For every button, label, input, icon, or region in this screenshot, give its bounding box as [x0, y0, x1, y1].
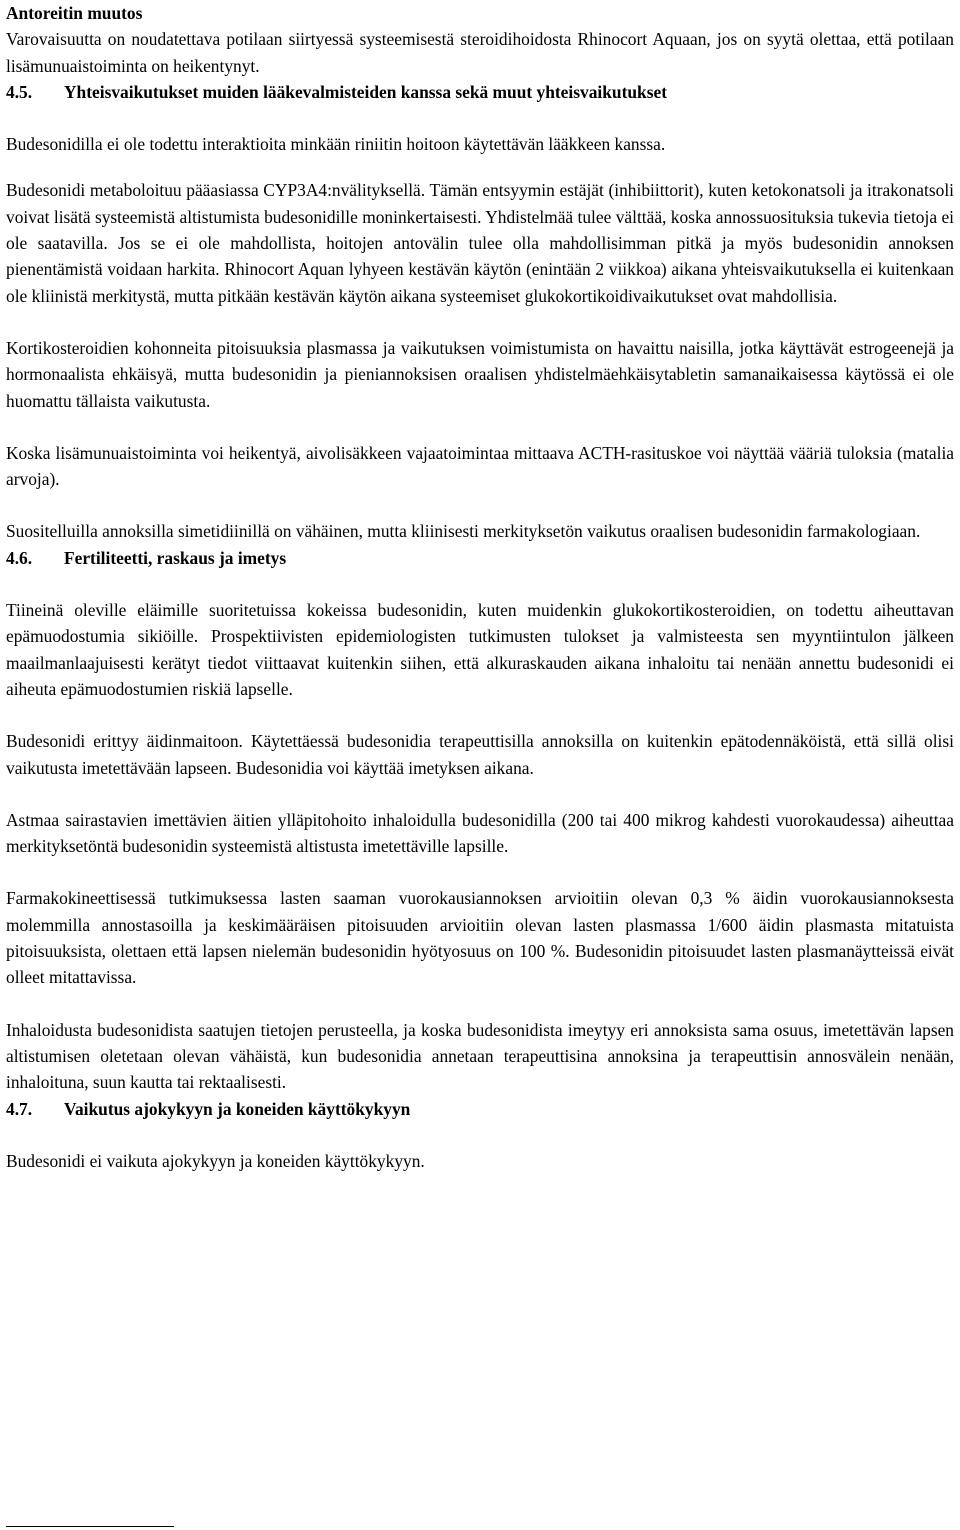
section-title: Vaikutus ajokykyyn ja koneiden käyttökykyyn [64, 1098, 411, 1119]
document-page [6, 0, 954, 1174]
footer-divider [6, 1526, 174, 1527]
paragraph: Inhaloidusta budesonidista saatujen tietojen perusteella, ja koska budesonidista imeytyy eri annoksista sama osuus, imetettävän lapsen altistumisen oletetaan olevan vähäistä, kun budesonidia annetaan terapeuttisina annoksina ja terapeuttisin annosvälein nenään, inhaloituna, suun kautta tai rektaalisesti. [6, 1019, 954, 1093]
paragraph: Budesonidi erittyy äidinmaitoon. Käytettäessä budesonidia terapeuttisilla annoksilla on kuitenkin epätodennäköistä, että sillä olisi vaikutusta imetettävään lapseen. Budesonidia voi käyttää imetyksen aikana. [6, 731, 954, 778]
section-heading-4-7 [6, 1096, 954, 1122]
paragraph: Tiineinä oleville eläimille suoritetuissa kokeissa budesonidin, kuten muidenkin glukokortikosteroidien, on todettu aiheuttavan epämuodostumia sikiöille. Prospektiivisten epidemiologisten tutkimusten tulokset ja valmisteesta sen myyntiintulon jälkeen maailmanlaajuisesti kerätyt tiedot viittaavat kuitenkin siihen, että alkuraskauden aikana inhaloitu tai nenään annettu budesonidi ei aiheuta epämuodostumien riskiä lapselle. [6, 600, 954, 699]
paragraph: Koska lisämunuaistoiminta voi heikentyä, aivolisäkkeen vajaatoimintaa mittaava ACTH-rasituskoe voi näyttää vääriä tuloksia (matalia arvoja). [6, 442, 954, 490]
section-number: 4.5. [6, 81, 33, 102]
paragraph: Budesonidilla ei ole todettu interaktioita minkään riniitin hoitoon käytettävän lääkkeen kanssa. [6, 134, 666, 155]
section-title: Yhteisvaikutukset muiden lääkevalmisteiden kanssa sekä muut yhteisvaikutukset [64, 81, 667, 102]
section-heading-4-5 [6, 79, 954, 105]
paragraph: Kortikosteroidien kohonneita pitoisuuksia plasmassa ja vaikutuksen voimistumista on havaittu naisilla, jotka käyttävät estrogeenejä ja hormonaalista ehkäisyä, mutta budesonidin ja pieniannoksisen oraalisen yhdistelmäehkäisytabletin samanaikaisessa käytössä ei ole huomattu tällaista vaikutusta. [6, 337, 954, 411]
section-title: Fertiliteetti, raskaus ja imetys [64, 547, 287, 568]
paragraph: Astmaa sairastavien imettävien äitien ylläpitohoito inhaloidulla budesonidilla (200 tai 400 mikrog kahdesti vuorokaudessa) aiheuttaa merkityksetöntä budesonidin systeemistä altistusta imetettäville lapsille. [6, 809, 954, 857]
paragraph: Budesonidi ei vaikuta ajokykyyn ja koneiden käyttökykyyn. [6, 1150, 425, 1171]
paragraph: Suositelluilla annoksilla simetidiinillä on vähäinen, mutta kliinisesti merkityksetön vaikutus oraalisen budesonidin farmakologiaan. [6, 521, 921, 542]
section-number: 4.6. [6, 547, 33, 568]
paragraph: Farmakokineettisessä tutkimuksessa lasten saaman vuorokausiannoksen arvioitiin olevan 0,3 % äidin vuorokausiannoksesta molemmilla annostasoilla ja keskimääräisen pitoisuuden arvioitiin olevan lasten plasmassa 1/600 äidin plasmasta mitatuista pitoisuuksista, olettaen että lapsen nielemän budesonidin hyötyosuus on 100 %. Budesonidin pitoisuudet lasten plasmanäytteissä eivät olleet mitattavissa. [6, 888, 954, 988]
paragraph-antoreitin-muutos: Varovaisuutta on noudatettava potilaan siirtyessä systeemisestä steroidihoidosta Rhinocort Aquaan, jos on syytä olettaa, että potilaan lisämunuaistoiminta on heikentynyt. [6, 29, 954, 76]
section-number: 4.7. [6, 1098, 33, 1119]
section-heading-4-6 [6, 545, 954, 571]
subheading-antoreitin-muutos: Antoreitin muutos [6, 3, 143, 23]
paragraph: Budesonidi metaboloituu pääasiassa CYP3A4:nvälityksellä. Tämän entsyymin estäjät (inhibiittorit), kuten ketokonatsoli ja itrakonatsoli voivat lisätä systeemistä altistumista budesonidille moninkertaisesti. Yhdistelmää tulee välttää, koska annossuosituksia tukevia tietoja ei ole saatavilla. Jos se ei ole mahdollista, hoitojen antovälin tulee olla mahdollisimman pitkä ja myös budesonidin annoksen pienentämistä voidaan harkita. Rhinocort Aquan lyhyeen kestävän käytön (enintään 2 viikkoa) aikana yhteisvaikutuksella ei kuitenkaan ole kliinistä merkitystä, mutta pitkään kestävän käytön aikana systeemiset glukokortikoidivaikutukset ovat mahdollisia. [6, 180, 954, 306]
